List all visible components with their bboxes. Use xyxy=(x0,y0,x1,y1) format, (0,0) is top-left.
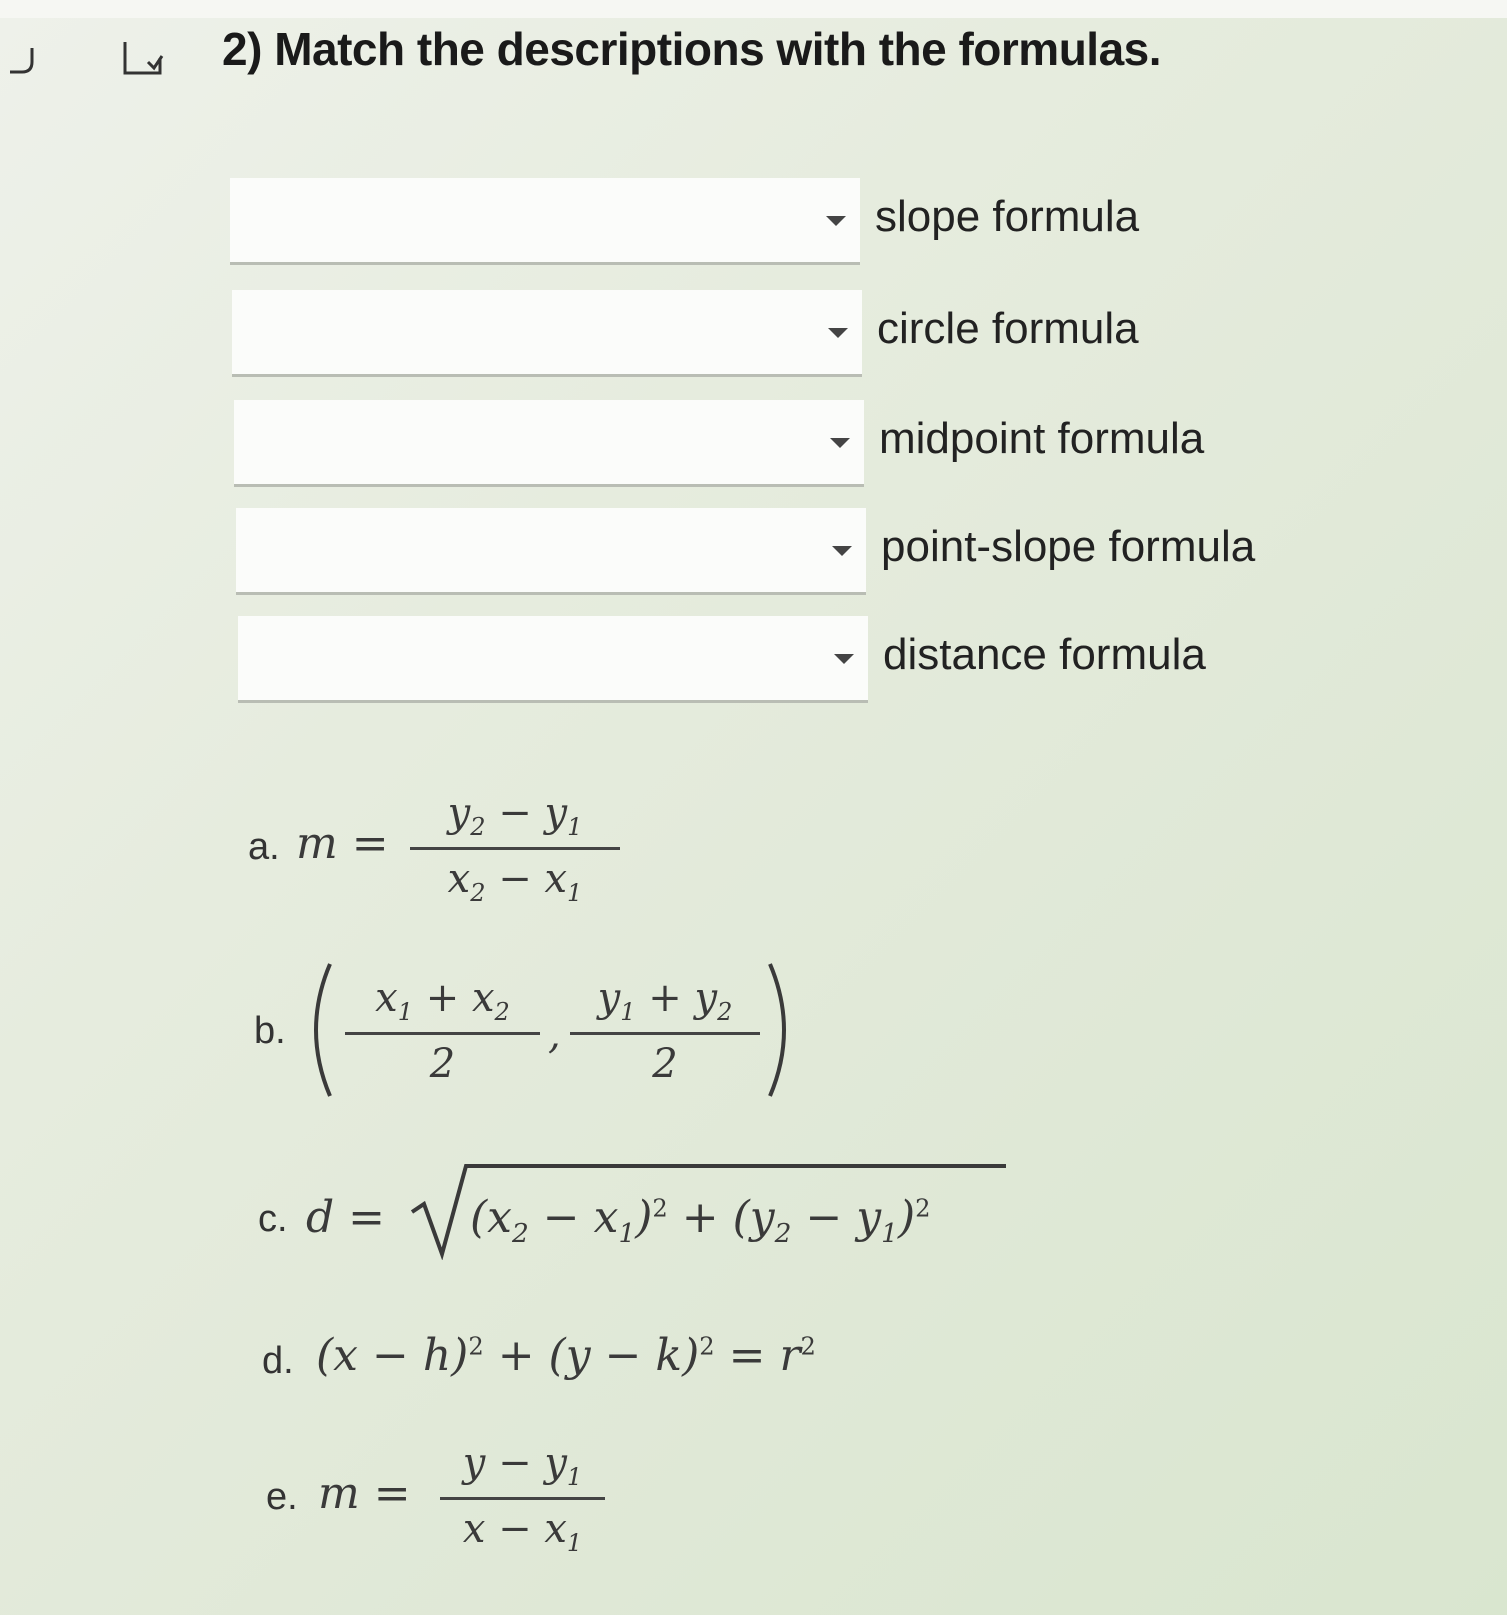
option-b-letter: b. xyxy=(254,1010,286,1052)
slope-formula-label: slope formula xyxy=(875,192,1140,241)
question-text: Match the descriptions with the formulas. xyxy=(274,23,1162,75)
caret-down-icon[interactable] xyxy=(830,438,850,448)
caret-down-icon[interactable] xyxy=(828,328,848,338)
point-slope-formula-label: point-slope formula xyxy=(881,522,1256,571)
option-c-letter: c. xyxy=(258,1198,288,1240)
formula-b-y-fraction: $y_1 + y_2$ 2 xyxy=(570,975,760,1087)
checkbox-icon[interactable] xyxy=(122,40,164,76)
formula-c-lhs: d = xyxy=(306,1192,386,1243)
option-e-letter: e. xyxy=(266,1476,298,1518)
option-a-letter: a. xyxy=(248,826,280,868)
caret-down-icon[interactable] xyxy=(826,216,846,226)
formula-a-lhs: m = xyxy=(296,818,389,869)
formula-d-expression: $(x - h)^2 + (y - k)^2 = r^2$ xyxy=(316,1330,816,1381)
option-d-letter: d. xyxy=(262,1340,294,1382)
midpoint-formula-label: midpoint formula xyxy=(879,414,1205,463)
distance-formula-label: distance formula xyxy=(883,630,1206,679)
caret-down-icon[interactable] xyxy=(834,654,854,664)
question-number: 2) xyxy=(222,23,262,75)
formula-e-lhs: m = xyxy=(318,1468,411,1519)
formula-e-fraction: $y - y_1$ $x - x_1$ xyxy=(440,1440,605,1557)
circle-formula-select[interactable] xyxy=(232,290,862,377)
formula-c-radicand: $(x_2 - x_1)^2 + (y_2 - y_1)^2$ xyxy=(470,1192,931,1249)
midpoint-formula-select[interactable] xyxy=(234,400,864,487)
distance-formula-select[interactable] xyxy=(238,616,868,703)
caret-down-icon[interactable] xyxy=(832,546,852,556)
flag-icon[interactable] xyxy=(8,46,42,76)
top-strip xyxy=(0,0,1507,18)
formula-b-x-fraction: $x_1 + x_2$ 2 xyxy=(345,975,540,1087)
formula-b-left-paren xyxy=(298,960,338,1100)
formula-a-fraction: $y_2 - y_1$ $x_2 - x_1$ xyxy=(410,790,620,907)
slope-formula-select[interactable] xyxy=(230,178,860,265)
circle-formula-label: circle formula xyxy=(877,304,1139,353)
formula-b-right-paren xyxy=(762,960,802,1100)
question-title xyxy=(222,22,1161,76)
formula-b-comma: , xyxy=(548,1012,561,1058)
point-slope-formula-select[interactable] xyxy=(236,508,866,595)
